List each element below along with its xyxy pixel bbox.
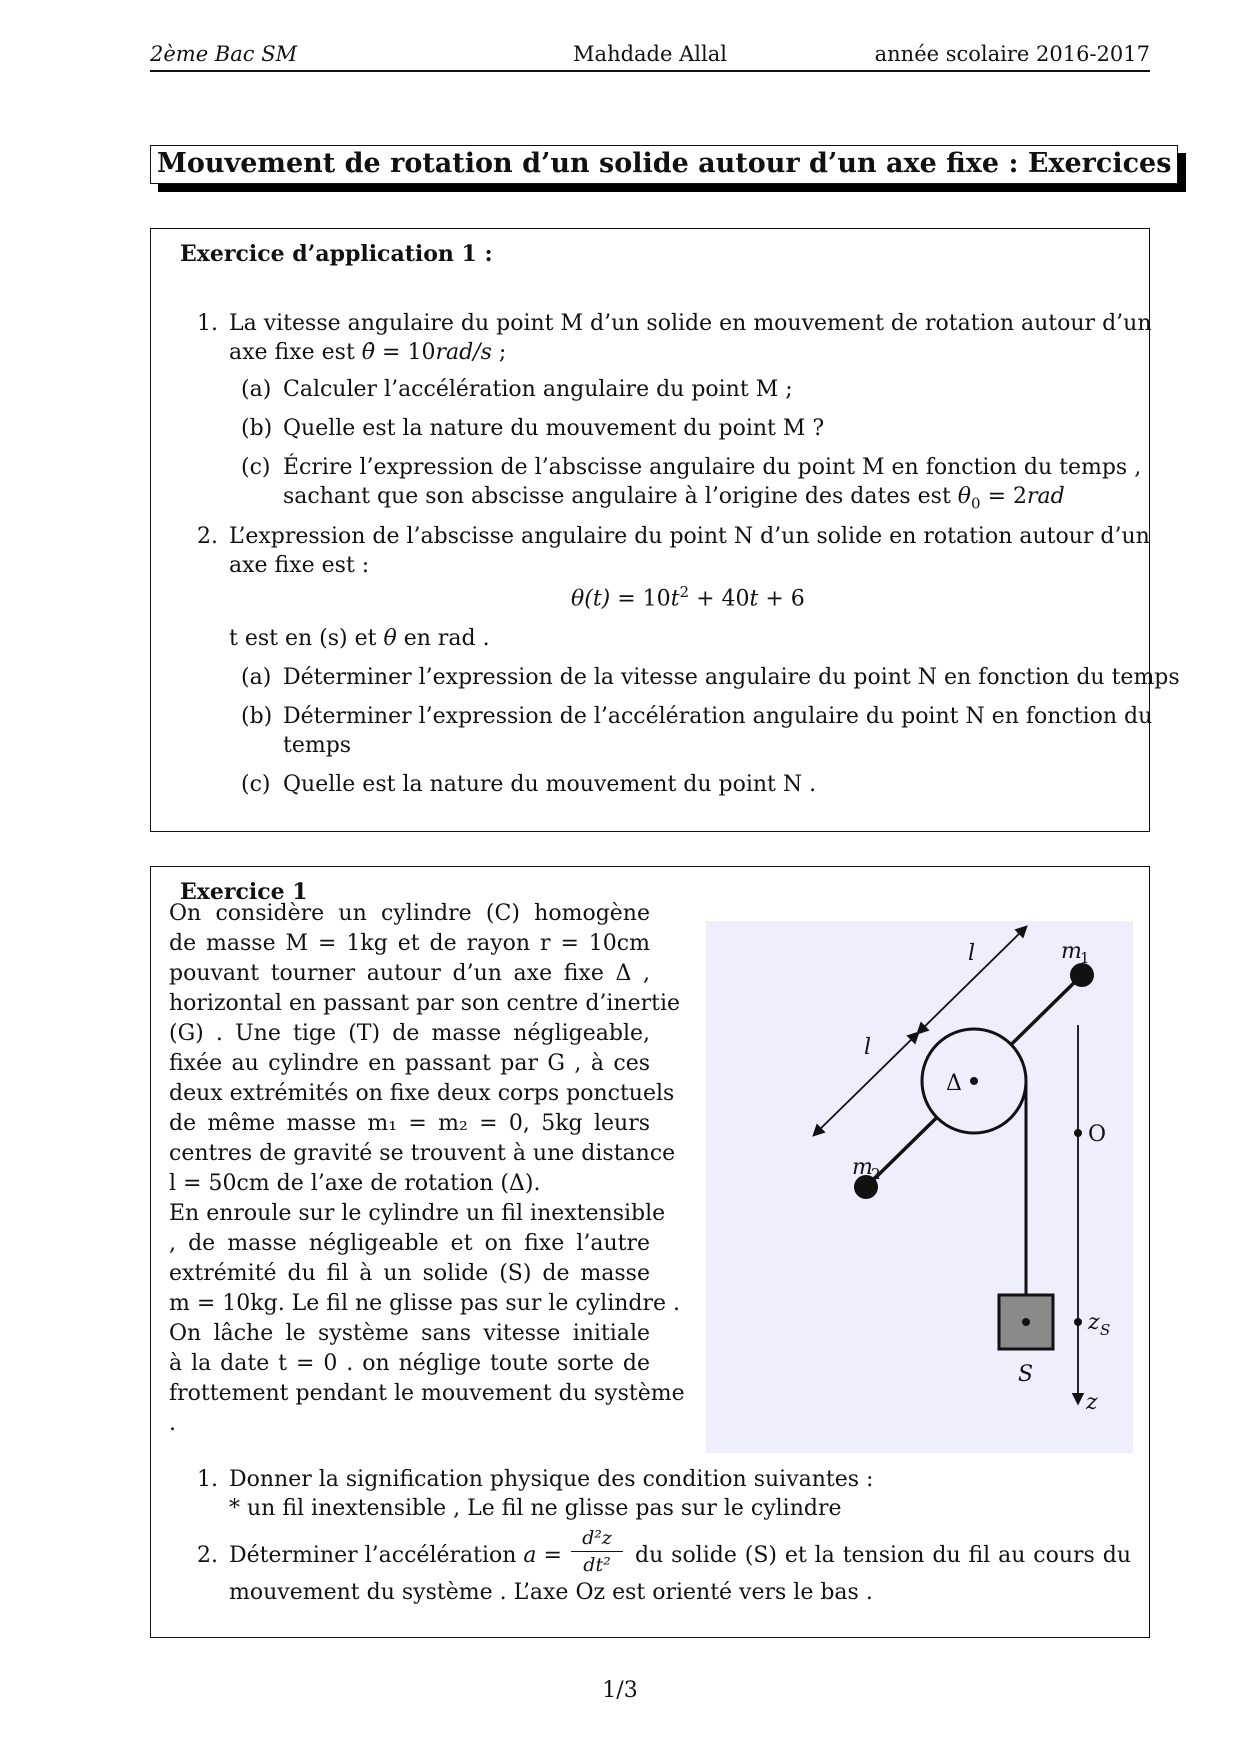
ex1-text-line: à la date t = 0 . on néglige toute sorte de <box>169 1351 650 1376</box>
q1a-text: Calculer l’accélération angulaire du point M ; <box>283 377 793 402</box>
label-z: z <box>1086 1390 1098 1415</box>
ex1-q2-fraction <box>571 1527 623 1576</box>
page-header <box>150 38 1150 72</box>
q1c-theta0-eq: = 2 <box>980 484 1027 509</box>
ex1-text-line: En enroule sur le cylindre un fil inextensible <box>169 1201 666 1226</box>
pulley-diagram <box>706 921 1133 1453</box>
ex1-text-line: horizontal en passant par son centre d’inertie <box>169 991 681 1016</box>
exercise-application-box <box>150 228 1180 832</box>
q1-number: 1. <box>197 311 218 336</box>
q1c-theta0: θ <box>957 484 972 509</box>
q1c-theta0-unit: rad <box>1027 484 1065 509</box>
label-delta: Δ <box>946 1071 962 1096</box>
label-zS-sub: S <box>1100 1321 1111 1339</box>
label-m2-sub: 2 <box>871 1165 881 1183</box>
q2-number: 2. <box>197 524 218 549</box>
page-number: 1/3 <box>602 1678 638 1703</box>
ex1-text-line: extrémité du fil à un solide (S) de masse <box>169 1261 650 1286</box>
exercise1-box <box>150 866 1150 1638</box>
page-title: Mouvement de rotation d’un solide autour d’un axe fixe : Exercices <box>150 145 1178 184</box>
ex1-text-line: , de masse négligeable et on fixe l’autre <box>169 1231 650 1256</box>
label-m1: m <box>1061 939 1082 964</box>
zS-point <box>1074 1318 1082 1326</box>
q2-units-theta: θ <box>383 626 397 651</box>
title-block <box>150 145 1178 184</box>
q1c-label: (c) <box>241 455 271 480</box>
q2-line1: L’expression de l’abscisse angulaire du point N d’un solide en rotation autour d’un <box>229 524 1150 549</box>
q2b-line1: Déterminer l’expression de l’accélération angulaire du point N en fonction du <box>283 704 1153 729</box>
ex1-q2-pre: Déterminer l’accélération <box>229 1543 524 1568</box>
ex1-q2-eq: = <box>536 1543 562 1568</box>
ex1-text-line: pouvant tourner autour d’un axe fixe Δ , <box>169 961 650 986</box>
ex1-q2-frac-num: d²z <box>571 1527 623 1552</box>
ex1-text-line: de masse M = 1kg et de rayon r = 10cm <box>169 931 650 956</box>
ex1-q2-line1-start <box>229 1543 562 1568</box>
q1a-label: (a) <box>241 377 272 402</box>
ex1-text-line: On considère un cylindre (C) homogène <box>169 901 650 926</box>
q2-equation <box>571 583 805 611</box>
q2-eq-exp: 2 <box>679 583 690 601</box>
origin-O-point <box>1074 1129 1082 1137</box>
header-author: Mahdade Allal <box>573 42 727 66</box>
q2-eq-end: + 6 <box>758 586 805 612</box>
q2-eq-lhs: θ(t) <box>571 586 611 612</box>
q2b-label: (b) <box>241 704 273 729</box>
q1-line2-math: = 10 <box>375 340 436 365</box>
pulley-figure <box>706 921 1133 1453</box>
q2-units-pre: t est en (s) et <box>229 626 384 651</box>
solid-S-center <box>1022 1318 1030 1326</box>
label-m1-sub: 1 <box>1080 949 1090 967</box>
label-l-lower: l <box>864 1035 872 1060</box>
q2b-line2: temps <box>283 733 352 758</box>
q1-theta-dot: θ̇ <box>361 340 376 365</box>
ex1-text-line-m: m = 10kg. Le fil ne glisse pas sur le cylindre . <box>169 1291 681 1316</box>
q2-eq-mid: = 10 <box>610 586 671 612</box>
ex1-q1-line2: * un fil inextensible , Le fil ne glisse pas sur le cylindre <box>229 1496 842 1521</box>
label-m2: m <box>852 1155 873 1180</box>
q1c-theta0-sub: 0 <box>971 494 981 513</box>
ex1-text-line: de même masse m₁ = m₂ = 0, 5kg leurs <box>169 1111 650 1136</box>
label-l-upper: l <box>968 941 976 966</box>
q2-units <box>229 626 490 651</box>
cylinder-axis-point <box>970 1077 978 1085</box>
q2-eq-t: t <box>670 586 680 612</box>
exercise-application-heading: Exercice d’application 1 : <box>180 241 493 267</box>
ex1-q2-number: 2. <box>197 1543 218 1568</box>
exercise1-heading: Exercice 1 <box>180 879 308 905</box>
ex1-q2-frac-den: dt² <box>583 1554 611 1576</box>
ex1-text-line: On lâche le système sans vitesse initiale <box>169 1321 650 1346</box>
header-class: 2ème Bac SM <box>150 42 298 66</box>
ex1-text-line: deux extrémités on fixe deux corps ponctuels <box>169 1081 675 1106</box>
ex1-q1-line1: Donner la signification physique des condition suivantes : <box>229 1467 874 1492</box>
q2-line2: axe fixe est : <box>229 553 370 578</box>
q1b-text: Quelle est la nature du mouvement du point M ? <box>283 416 825 441</box>
q1-line2-end: ; <box>491 340 507 365</box>
q2-units-post: en rad . <box>396 626 490 651</box>
q2c-label: (c) <box>241 772 271 797</box>
ex1-text-line-l: l = 50cm de l’axe de rotation (Δ). <box>169 1171 541 1196</box>
ex1-q2-a: a <box>523 1543 537 1568</box>
ex1-text-line: (G) . Une tige (T) de masse négligeable, <box>169 1021 650 1046</box>
q2-eq-t2: t <box>749 586 759 612</box>
header-year: année scolaire 2016-2017 <box>874 42 1150 66</box>
q1c-line2-prefix: sachant que son abscisse angulaire à l’origine des dates est <box>283 484 958 509</box>
q1-line2-prefix: axe fixe est <box>229 340 362 365</box>
q1-line1: La vitesse angulaire du point M d’un solide en mouvement de rotation autour d’un <box>229 311 1152 336</box>
q1c-line1: Écrire l’expression de l’abscisse angulaire du point M en fonction du temps , <box>283 455 1142 480</box>
label-zS: z <box>1088 1310 1100 1335</box>
q2-eq-rest: + 40 <box>689 586 750 612</box>
ex1-text-dot: . <box>169 1411 176 1436</box>
q1-line2-unit: rad/s <box>435 340 492 365</box>
q1b-label: (b) <box>241 416 273 441</box>
label-O: O <box>1088 1122 1107 1147</box>
q1-line2 <box>229 340 506 365</box>
q2c-text: Quelle est la nature du mouvement du point N . <box>283 772 817 797</box>
q1c-line2 <box>283 484 1065 512</box>
ex1-text-line-last: frottement pendant le mouvement du système <box>169 1381 685 1406</box>
ex1-text-line: fixée au cylindre en passant par G , à ces <box>169 1051 650 1076</box>
label-S: S <box>1018 1362 1034 1387</box>
q2a-text: Déterminer l’expression de la vitesse angulaire du point N en fonction du temps <box>283 665 1180 690</box>
ex1-q2-line2: mouvement du système . L’axe Oz est orienté vers le bas . <box>229 1580 873 1605</box>
ex1-q2-post: du solide (S) et la tension du fil au cours du <box>635 1543 1131 1568</box>
q2a-label: (a) <box>241 665 272 690</box>
ex1-text-line: centres de gravité se trouvent à une distance <box>169 1141 676 1166</box>
ex1-q1-number: 1. <box>197 1467 218 1492</box>
